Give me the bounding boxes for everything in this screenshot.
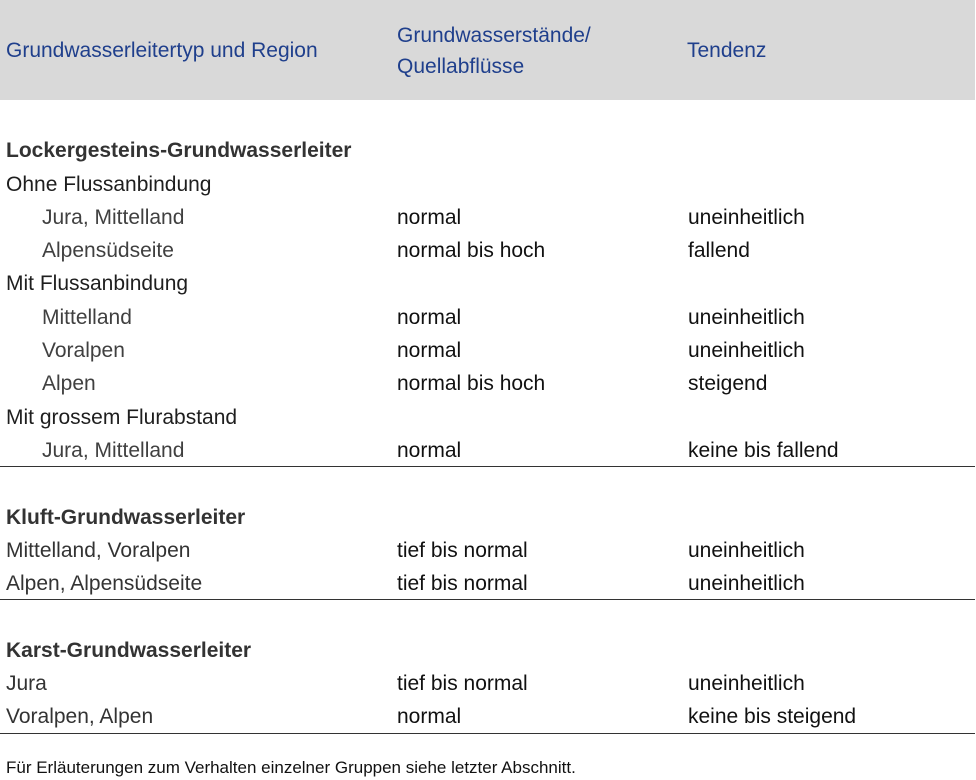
table-row	[0, 367, 975, 400]
row-trend: uneinheitlich	[688, 206, 805, 229]
row-label: Alpen, Alpensüdseite	[6, 572, 203, 595]
table-row	[0, 201, 975, 234]
header-groundwater-levels-line2: Quellabflüsse	[397, 55, 525, 78]
category-row	[0, 168, 975, 201]
row-label: Mit Flussanbindung	[6, 272, 189, 295]
section-title-row	[0, 634, 975, 667]
category-row	[0, 267, 975, 300]
row-trend: uneinheitlich	[688, 539, 805, 562]
footnote: Für Erläuterungen zum Verhalten einzelner Gruppen siehe letzter Abschnitt.	[6, 758, 576, 777]
row-level: normal bis hoch	[397, 239, 546, 262]
section-title-row	[0, 134, 975, 167]
row-label: Ohne Flussanbindung	[6, 173, 212, 196]
table-row	[0, 334, 975, 367]
row-label: Alpen	[42, 372, 96, 395]
header-aquifer-type-region: Grundwasserleitertyp und Region	[6, 39, 318, 62]
section-title: Lockergesteins-Grundwasserleiter	[6, 139, 352, 162]
row-label: Mittelland, Voralpen	[6, 539, 191, 562]
table-header	[0, 0, 975, 100]
section-divider	[0, 466, 975, 467]
table-row	[0, 301, 975, 334]
row-trend: uneinheitlich	[688, 306, 805, 329]
row-trend: keine bis fallend	[688, 439, 839, 462]
section-divider	[0, 599, 975, 600]
row-level: normal	[397, 339, 462, 362]
row-label: Voralpen, Alpen	[6, 705, 154, 728]
table-row	[0, 567, 975, 600]
row-label: Mittelland	[42, 306, 132, 329]
row-label: Jura, Mittelland	[42, 206, 185, 229]
row-level: tief bis normal	[397, 572, 528, 595]
row-level: normal	[397, 705, 462, 728]
row-trend: steigend	[688, 372, 768, 395]
row-level: normal	[397, 306, 462, 329]
table-row	[0, 667, 975, 700]
row-label: Mit grossem Flurabstand	[6, 406, 238, 429]
row-trend: fallend	[688, 239, 750, 262]
row-trend: uneinheitlich	[688, 572, 805, 595]
header-groundwater-levels	[397, 20, 657, 82]
row-label: Jura	[6, 672, 47, 695]
table-bottom-divider	[0, 733, 975, 734]
table-row	[0, 434, 975, 467]
section-title-row	[0, 501, 975, 534]
row-trend: uneinheitlich	[688, 672, 805, 695]
table-row	[0, 700, 975, 733]
row-level: normal	[397, 439, 462, 462]
table-row	[0, 534, 975, 567]
section-title: Karst-Grundwasserleiter	[6, 639, 252, 662]
row-trend: keine bis steigend	[688, 705, 857, 728]
table-row	[0, 234, 975, 267]
row-trend: uneinheitlich	[688, 339, 805, 362]
section-title: Kluft-Grundwasserleiter	[6, 506, 246, 529]
row-level: tief bis normal	[397, 539, 528, 562]
header-groundwater-levels-line1: Grundwasserstände/	[397, 24, 591, 47]
category-row	[0, 401, 975, 434]
row-label: Alpensüdseite	[42, 239, 174, 262]
row-level: tief bis normal	[397, 672, 528, 695]
header-trend: Tendenz	[687, 39, 767, 62]
row-label: Jura, Mittelland	[42, 439, 185, 462]
row-level: normal	[397, 206, 462, 229]
row-label: Voralpen	[42, 339, 125, 362]
row-level: normal bis hoch	[397, 372, 546, 395]
